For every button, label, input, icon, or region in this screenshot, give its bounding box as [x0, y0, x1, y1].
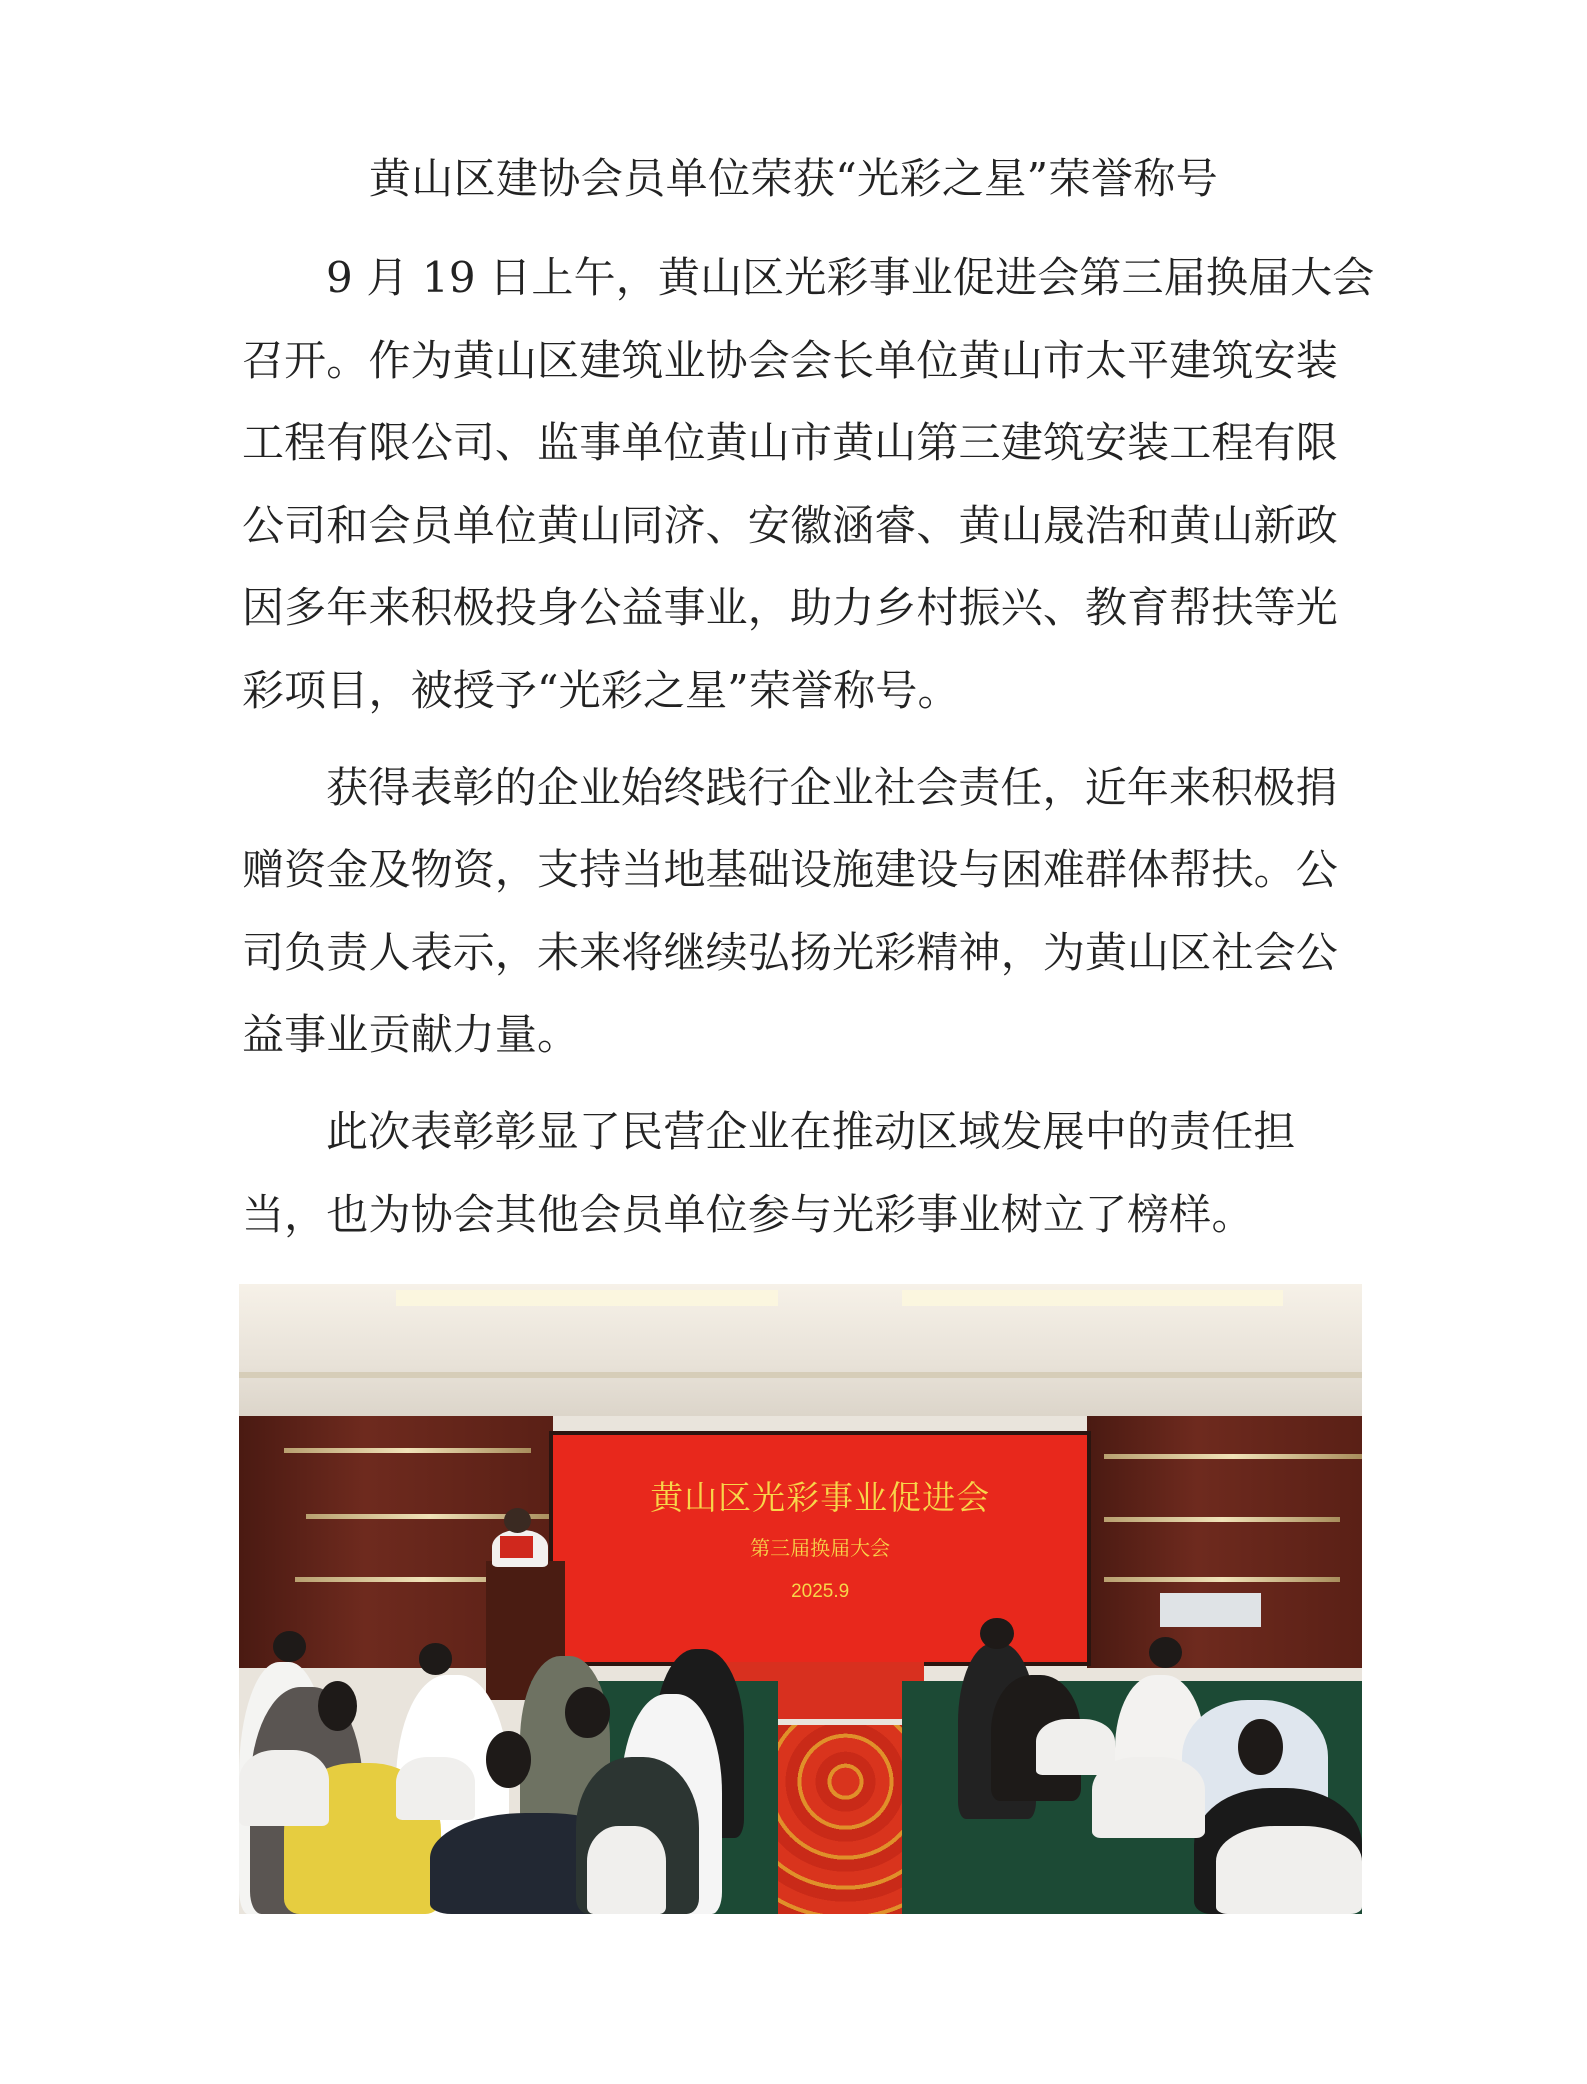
text-line: 9 月 19 日上午，黄山区光彩事业促进会第三届换届大会: [326, 253, 1375, 302]
chair: [396, 1757, 475, 1820]
text-line: 此次表彰彰显了民营企业在推动区域发展中的责任担: [326, 1106, 1296, 1156]
wall-trim: [1104, 1577, 1340, 1582]
head: [980, 1618, 1014, 1650]
text-line: 获得表彰的企业始终践行企业社会责任，近年来积极捐: [326, 762, 1338, 812]
wall-screen: [1160, 1593, 1261, 1628]
text-line: 公司和会员单位黄山同济、安徽涵睿、黄山晟浩和黄山新政: [242, 500, 1338, 550]
meeting-photo: [239, 1284, 1362, 1914]
wall-trim: [1104, 1454, 1362, 1459]
head: [486, 1731, 531, 1788]
article-title: 黄山区建协会员单位荣获“光彩之星”荣誉称号: [368, 154, 1219, 203]
text-line: 当，也为协会其他会员单位参与光彩事业树立了榜样。: [242, 1189, 1254, 1239]
text-line: 工程有限公司、监事单位黄山市黄山第三建筑安装工程有限: [242, 418, 1338, 468]
head: [419, 1643, 453, 1675]
text-line: 赠资金及物资，支持当地基础设施建设与困难群体帮扶。公: [242, 845, 1338, 895]
banner-title: 黄山区光彩事业促进会: [650, 1478, 991, 1518]
chair: [587, 1826, 666, 1914]
wall-trim: [1104, 1517, 1340, 1522]
ceiling-light: [902, 1290, 1284, 1306]
red-folder: [500, 1536, 534, 1558]
ceiling-light: [396, 1290, 778, 1306]
paragraph: [242, 237, 1375, 733]
text-line: 因多年来积极投身公益事业，助力乡村振兴、教育帮扶等光: [242, 583, 1338, 633]
text-line: 益事业贡献力量。: [242, 1010, 580, 1060]
text-line: 召开。作为黄山区建筑业协会会长单位黄山市太平建筑安装: [242, 335, 1338, 385]
paragraph: [242, 1091, 1342, 1256]
chair: [1092, 1757, 1204, 1839]
wall-trim: [284, 1448, 531, 1453]
chair: [1216, 1826, 1362, 1914]
head: [318, 1681, 357, 1731]
chair: [239, 1750, 329, 1826]
paragraph: [242, 747, 1342, 1077]
text-line: 彩项目，被授予“光彩之星”荣誉称号。: [242, 665, 960, 715]
banner-subtitle: 第三届换届大会: [750, 1536, 891, 1561]
banner-date: 2025.9: [791, 1581, 850, 1603]
ceiling-molding: [239, 1372, 1362, 1378]
speaker-head: [504, 1508, 531, 1533]
head: [565, 1687, 610, 1737]
article-body: [242, 237, 1375, 1270]
head: [273, 1631, 307, 1663]
text-line: 司负责人表示，未来将继续弘扬光彩精神，为黄山区社会公: [242, 927, 1338, 977]
